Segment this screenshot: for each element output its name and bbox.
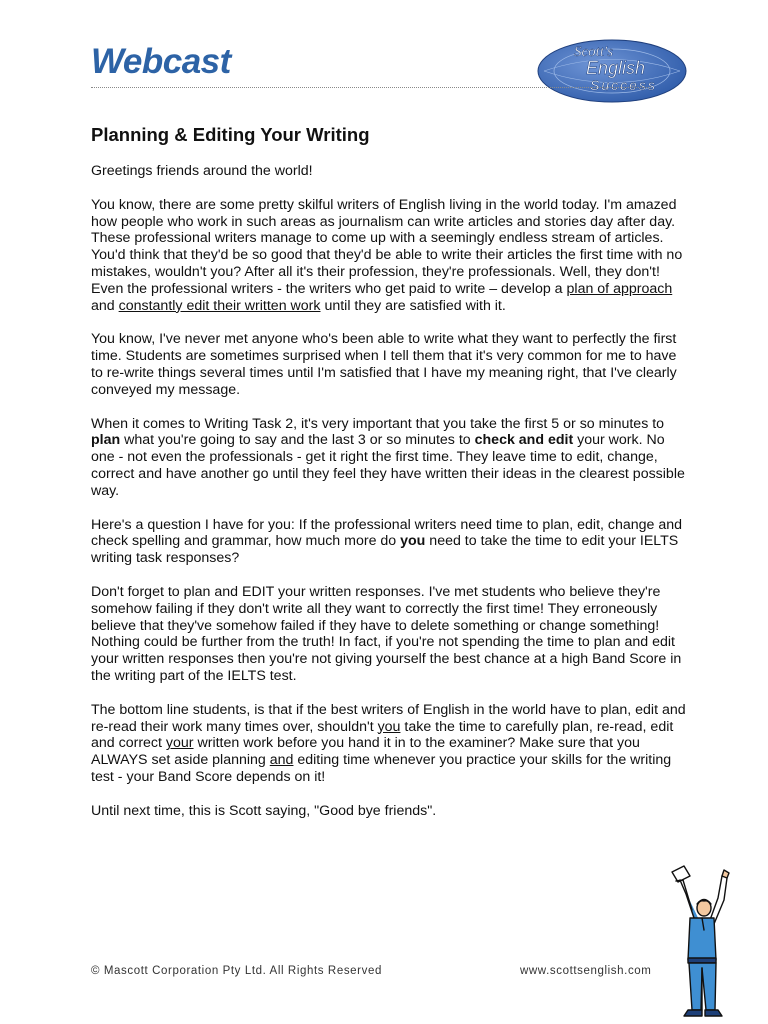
logo-text-scotts: Scott's: [574, 44, 614, 60]
document-title: Planning & Editing Your Writing: [91, 124, 370, 145]
closing-paragraph: Until next time, this is Scott saying, "Good bye friends".: [91, 802, 437, 819]
paragraph-6: The bottom line students, is that if the best writers of English in the world have to plan, edit and re-read their work many times over, shouldn't you take the time to carefully plan, re-read, edit and correct your written work before you hand it in to the examiner? Make sure that you ALWAYS set aside planning and editing time whenever you practice your skills for the writing test - your Band Score depends on it!: [91, 701, 686, 785]
copyright-notice: © Mascott Corporation Pty Ltd. All Rights Reserved: [91, 965, 382, 977]
logo-text-english: English: [586, 58, 646, 78]
webcast-header-title: Webcast: [91, 42, 231, 81]
paragraph-1: You know, there are some pretty skilful writers of English living in the world today. I'm amazed how people who work in such areas as journalism can write articles and stories day after day. These professional writers manage to come up with a seemingly endless stream of articles. You'd think that they'd be so good that they'd be able to write their articles the first time with no mistakes, wouldn't you? After all it's their profession, they're professionals. Well, they don't! Even the professional writers - the writers who get paid to write – develop a plan of approach and constantly edit their written work until they are satisfied with it.: [91, 196, 683, 314]
paragraph-4: Here's a question I have for you: If the professional writers need time to plan, edit, change and check spelling and grammar, how much more do you need to take the time to edit your IELTS writing task responses?: [91, 516, 683, 567]
header-divider: [91, 87, 651, 88]
cheering-man-illustration: [660, 864, 738, 1024]
paragraph-5: Don't forget to plan and EDIT your written responses. I've met students who believe they're somehow failing if they don't write all they want to correctly the first time! They erroneously believe that they've somehow failed if they have to delete something or change something! Nothing could be further from the truth! In fact, if you're not spending the time to plan and edit your written responses then you're not giving yourself the best chance at a high Band Score in the writing part of the IELTS test.: [91, 583, 682, 684]
scotts-english-success-logo: [536, 38, 688, 104]
logo-text-success: Success: [590, 77, 657, 93]
greeting-paragraph: Greetings friends around the world!: [91, 163, 313, 179]
paragraph-2: You know, I've never met anyone who's been able to write what they want to perfectly the first time. Students are sometimes surprised when I tell them that it's very common for me to have to re-write things several times until I'm satisfied that I have my meaning right, that I've clearly conveyed my message.: [91, 331, 677, 398]
website-link[interactable]: www.scottsenglish.com: [520, 965, 652, 977]
paragraph-3: When it comes to Writing Task 2, it's very important that you take the first 5 or so minutes to plan what you're going to say and the last 3 or so minutes to check and edit your work. No one - not even the professionals - get it right the first time. They leave time to edit, change, correct and have another go until they feel they have written their ideas in the clearest possible way.: [91, 415, 685, 499]
document-body: [91, 163, 691, 837]
